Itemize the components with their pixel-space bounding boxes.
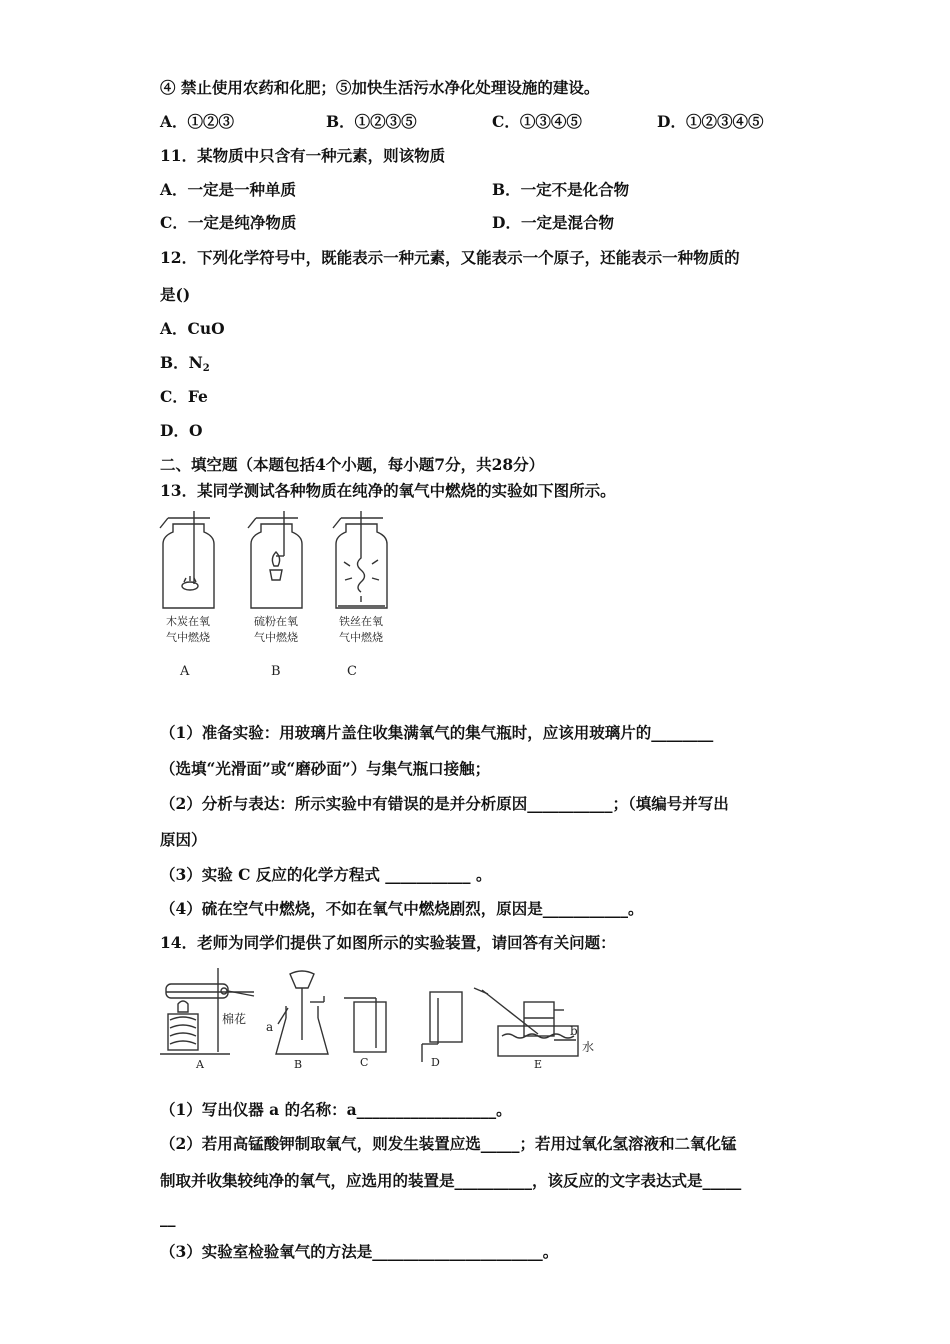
q12-option-c: C．Fe [160,387,208,406]
q11-option-d: D．一定是混合物 [492,213,614,232]
q13-figure-letter-b: B [271,664,281,679]
q12-stem-line2: 是() [160,285,191,304]
q14-stem: 14．老师为同学们提供了如图所示的实验装置，请回答有关问题： [160,933,616,952]
q10-option-d: D．①②③④⑤ [657,112,764,131]
q13-caption-a-line1: 木炭在氧 [166,615,210,628]
q10-option-a: A．①②③ [160,112,235,131]
section-2-heading: 二、填空题（本题包括4个小题，每小题7分，共28分） [160,455,545,474]
q14-part1: （1）写出仪器 a 的名称：a__________________。 [160,1100,512,1119]
q12-stem-line1: 12．下列化学符号中，既能表示一种元素，又能表示一个原子，还能表示一种物质的 [160,248,740,267]
q14-figure-letter-b: B [294,1058,303,1071]
q14-label-water: 水 [582,1040,595,1054]
q10-option-b: B．①②③⑤ [326,112,417,131]
q13-caption-b-line1: 硫粉在氧 [254,615,298,628]
q13-caption-c-line2: 气中燃烧 [339,631,383,644]
q13-caption-c-line1: 铁丝在氧 [339,615,383,628]
q13-part1-line1: （1）准备实验：用玻璃片盖住收集满氧气的集气瓶时，应该用玻璃片的________ [160,723,714,742]
q13-part2-line1: （2）分析与表达：所示实验中有错误的是并分析原因___________；（填编号并写出 [160,794,729,813]
q11-option-c: C．一定是纯净物质 [160,213,297,232]
q14-figure-letter-a: A [196,1058,204,1071]
q14-label-b: b [570,1024,578,1038]
q13-figure-letter-c: C [347,664,357,679]
q14-figure-letter-d: D [431,1056,440,1069]
q13-figure-letter-a: A [180,664,190,679]
q10-option-c: C．①③④⑤ [492,112,582,131]
q13-part3: （3）实验 C 反应的化学方程式 ___________ 。 [160,865,492,884]
q13-stem: 13．某同学测试各种物质在纯净的氧气中燃烧的实验如下图所示。 [160,481,616,500]
q13-caption-a-line2: 气中燃烧 [166,631,210,644]
q11-stem: 11．某物质中只含有一种元素，则该物质 [160,146,446,165]
q14-label-a: a [266,1020,274,1034]
q14-figure-letter-e: E [534,1058,543,1071]
q10-stem-tail: ④ 禁止使用农药和化肥；⑤加快生活污水净化处理设施的建设。 [160,78,600,97]
q11-option-b: B．一定不是化合物 [492,180,630,199]
q13-part4: （4）硫在空气中燃烧，不如在氧气中燃烧剧烈，原因是___________。 [160,899,644,918]
q14-part3: （3）实验室检验氧气的方法是______________________。 [160,1242,559,1261]
q12-option-d: D．O [160,421,203,440]
q14-part2-line2: 制取并收集较纯净的氧气，应选用的装置是__________，该反应的文字表达式是_____ [160,1171,742,1190]
q12-option-b-subscript: 2 [202,363,210,374]
q14-figure-letter-c: C [360,1056,369,1069]
q14-part2-line3: __ [160,1208,176,1227]
q13-caption-b-line2: 气中燃烧 [254,631,298,644]
q14-part2-line1: （2）若用高锰酸钾制取氧气，则发生装置应选_____；若用过氧化氢溶液和二氧化锰 [160,1134,737,1153]
q13-part2-line2: 原因） [160,830,207,849]
q12-option-b [160,353,210,379]
q13-part1-line2: （选填“光滑面”或“磨砂面”）与集气瓶口接触； [160,759,491,778]
q12-option-a: A．CuO [160,319,225,338]
q12-option-b-text: B．N [160,353,203,372]
q14-label-cotton: 棉花 [222,1012,247,1026]
q11-option-a: A．一定是一种单质 [160,180,297,199]
